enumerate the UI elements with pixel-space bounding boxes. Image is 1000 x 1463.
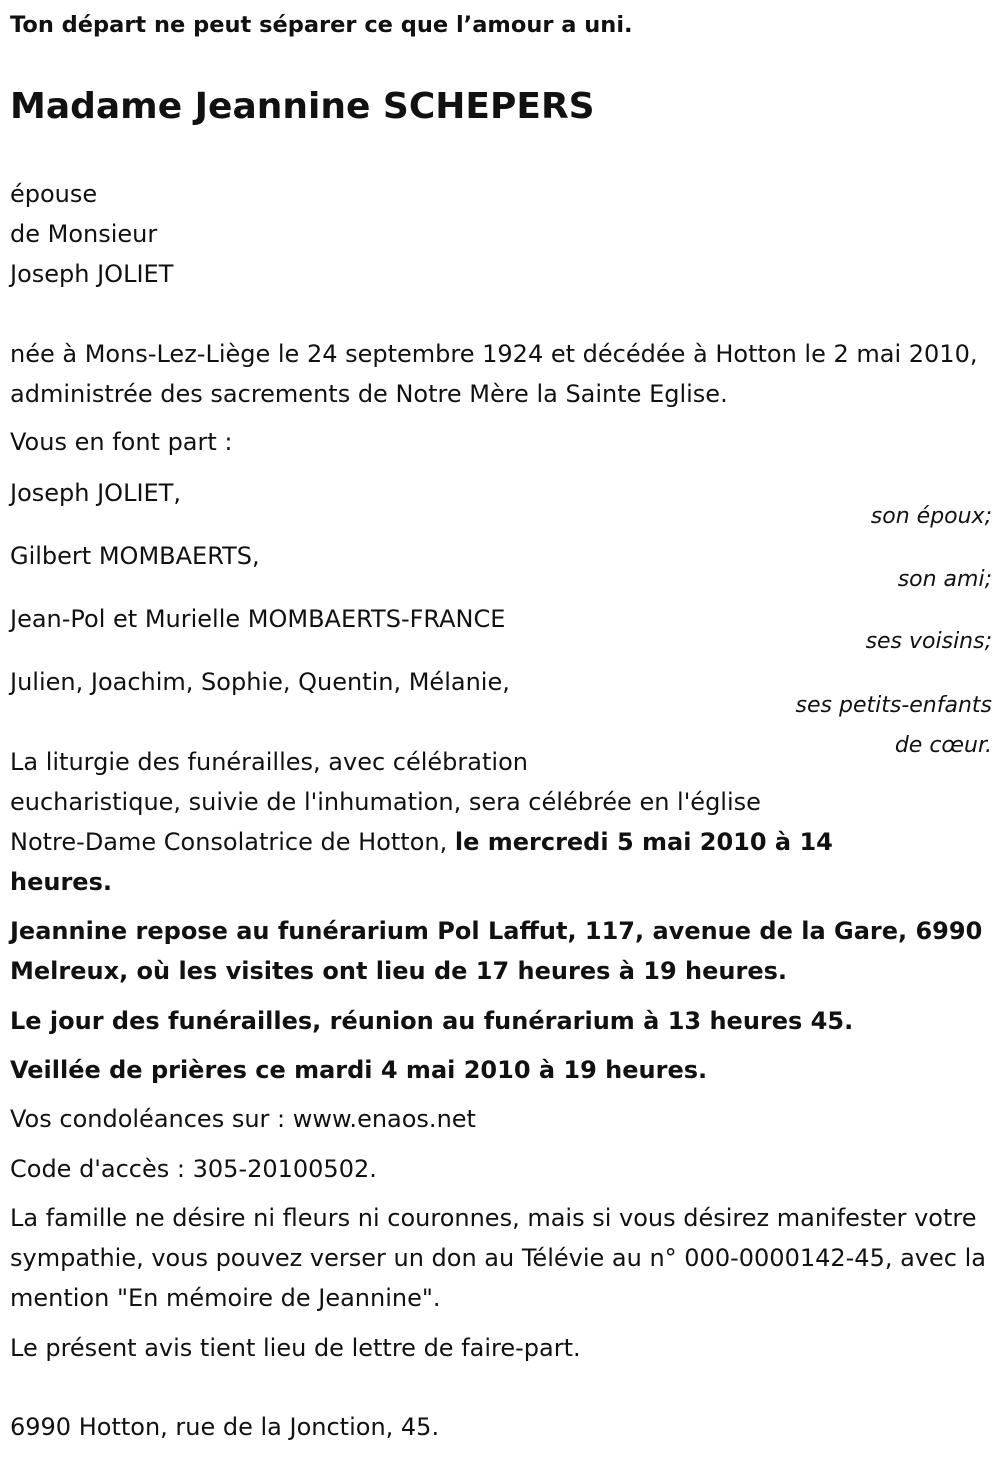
donation-paragraph: La famille ne désire ni fleurs ni couronnes, mais si vous désirez manifester votre sympathie, vous pouvez verser un don au Télévie au n° 000-0000142-45, avec la mention "En mémoire de Jeannine".	[10, 1204, 986, 1312]
mourner-names-1: Joseph JOLIET,	[10, 479, 181, 507]
funeral-line-3	[10, 822, 833, 862]
funeral-line-4: heures.	[10, 868, 112, 896]
access-code-line: Code d'accès : 305-20100502.	[10, 1155, 377, 1183]
repose-paragraph: Jeannine repose au funérarium Pol Laffut, 117, avenue de la Gare, 6990 Melreux, où les visites ont lieu de 17 heures à 19 heures.	[10, 917, 983, 985]
mourner-relation-1: son époux;	[870, 504, 992, 529]
funeral-church: Notre-Dame Consolatrice de Hotton,	[10, 828, 455, 856]
mourner-relation-3: ses voisins;	[865, 629, 992, 654]
funeral-date: le mercredi 5 mai 2010 à 14	[454, 828, 833, 856]
notice-line: Le présent avis tient lieu de lettre de faire-part.	[10, 1334, 581, 1362]
mourner-relation-4	[796, 686, 992, 766]
mourner-names-3: Jean-Pol et Murielle MOMBAERTS-FRANCE	[10, 605, 506, 633]
deceased-name: Madame Jeannine SCHEPERS	[10, 86, 595, 127]
announce-intro: Vous en font part :	[10, 428, 233, 456]
motto: Ton départ ne peut séparer ce que l’amour a uni.	[10, 12, 633, 38]
spouse-line-3: Joseph JOLIET	[10, 260, 174, 288]
condolences-line: Vos condoléances sur : www.enaos.net	[10, 1105, 476, 1133]
spouse-line-2: de Monsieur	[10, 220, 158, 248]
mourner-names-4: Julien, Joachim, Sophie, Quentin, Mélanie,	[10, 668, 510, 696]
spouse-line-1: épouse	[10, 180, 98, 208]
birth-death-paragraph: née à Mons-Lez-Liège le 24 septembre 1924 et décédée à Hotton le 2 mai 2010, administrée des sacrements de Notre Mère la Sainte Eglise.	[10, 340, 978, 408]
address-line: 6990 Hotton, rue de la Jonction, 45.	[10, 1413, 440, 1441]
meeting-line: Le jour des funérailles, réunion au funérarium à 13 heures 45.	[10, 1007, 854, 1035]
funeral-line-1: La liturgie des funérailles, avec célébration	[10, 748, 528, 776]
mourner-relation-2: son ami;	[897, 567, 992, 592]
mourner-relation-4-line-1: ses petits-enfants	[795, 693, 992, 718]
vigil-line: Veillée de prières ce mardi 4 mai 2010 à 19 heures.	[10, 1056, 708, 1084]
funeral-line-2: eucharistique, suivie de l'inhumation, sera célébrée en l'église	[10, 788, 761, 816]
mourner-relation-4-line-2: de cœur.	[894, 733, 992, 758]
mourner-names-2: Gilbert MOMBAERTS,	[10, 542, 260, 570]
